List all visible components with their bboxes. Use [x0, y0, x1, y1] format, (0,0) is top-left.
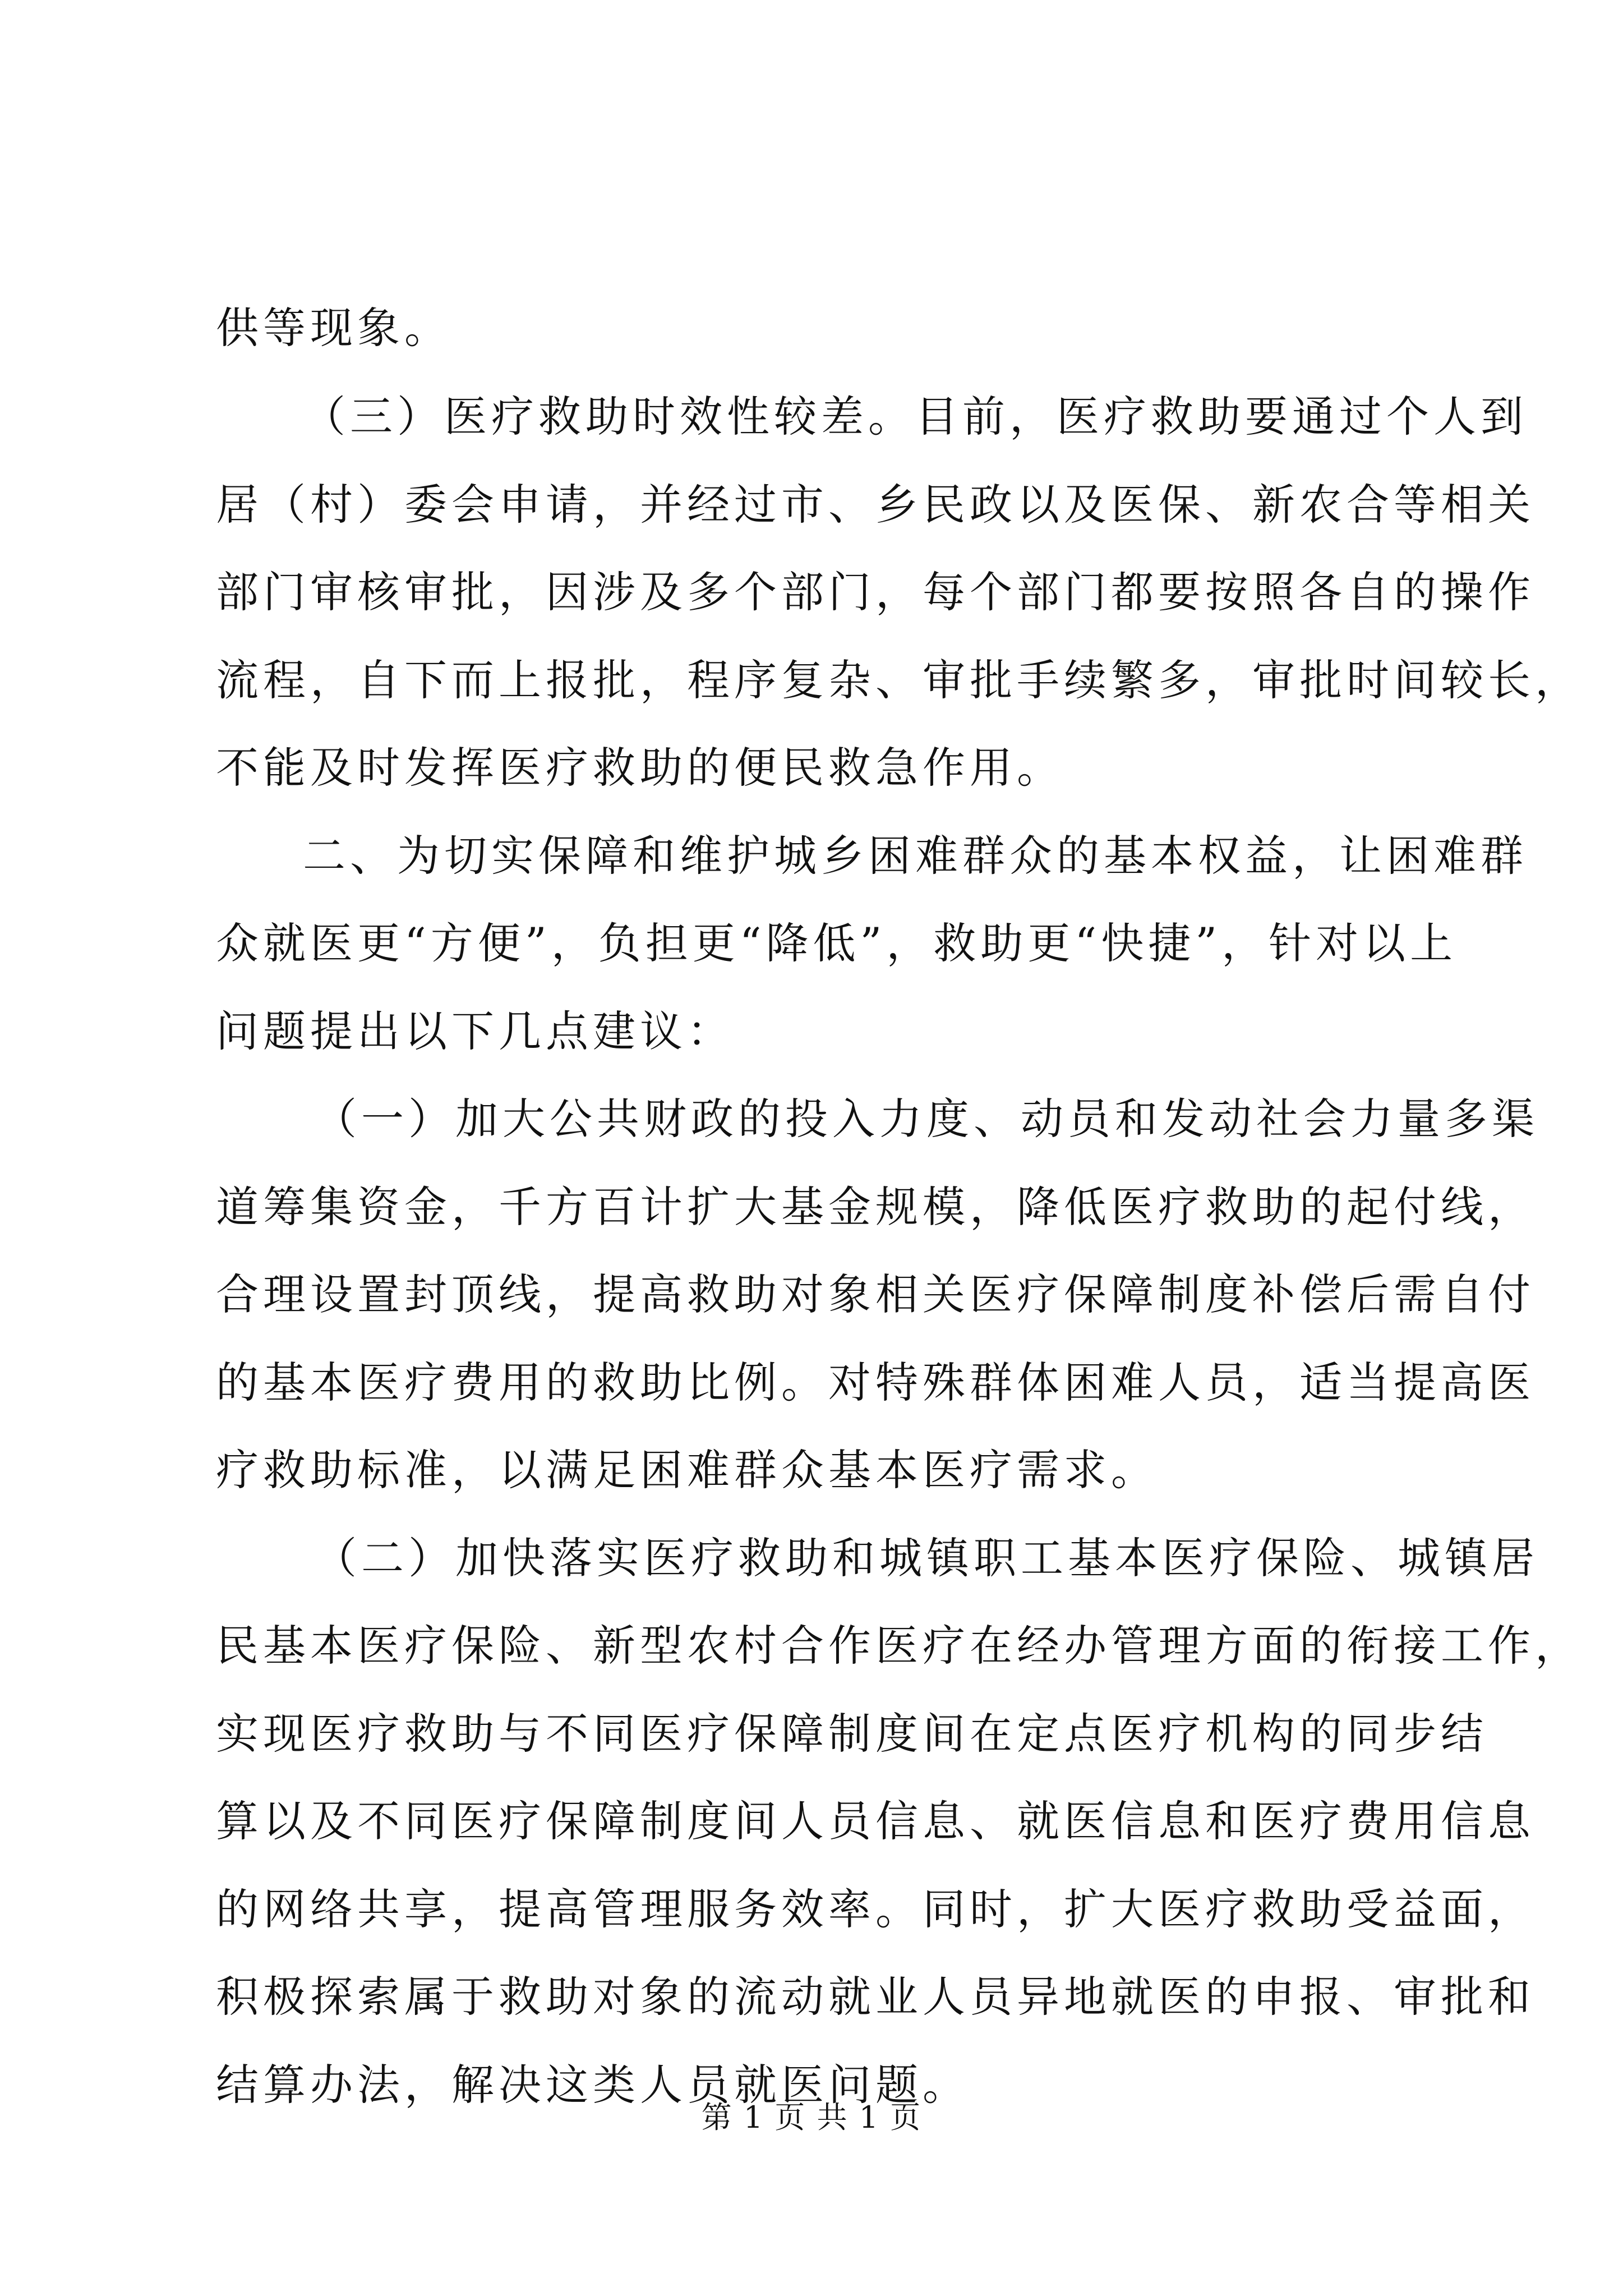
text-line: 供等现象。 — [216, 303, 451, 353]
text-line: 流程，自下而上报批，程序复杂、审批手续繁多，审批时间较长， — [216, 655, 1582, 705]
text-line: （二）加快落实医疗救助和城镇职工基本医疗保险、城镇居 — [314, 1533, 1539, 1583]
text-line: 合理设置封顶线，提高救助对象相关医疗保障制度补偿后需自付 — [216, 1269, 1535, 1319]
text-line: 积极探索属于救助对象的流动就业人员异地就医的申报、审批和 — [216, 1972, 1535, 2022]
text-line: 实现医疗救助与不同医疗保障制度间在定点医疗机构的同步结 — [216, 1709, 1488, 1759]
text-line: 不能及时发挥医疗救助的便民救急作用。 — [216, 743, 1064, 793]
text-line: 道筹集资金，千方百计扩大基金规模，降低医疗救助的起付线， — [216, 1182, 1535, 1232]
text-line: 算以及不同医疗保障制度间人员信息、就医信息和医疗费用信息 — [216, 1796, 1535, 1846]
text-line: 众就医更“方便”，负担更“降低”，救助更“快捷”，针对以上 — [216, 918, 1458, 968]
text-line: 居（村）委会申请，并经过市、乡民政以及医保、新农合等相关 — [216, 480, 1535, 530]
text-line: （三）医疗救助时效性较差。目前，医疗救助要通过个人到 — [303, 392, 1528, 441]
page-footer: 第 1 页 共 1 页 — [701, 2100, 922, 2135]
text-line: 部门审核审批，因涉及多个部门，每个部门都要按照各自的操作 — [216, 567, 1535, 617]
text-line: 结算办法，解决这类人员就医问题。 — [216, 2060, 970, 2110]
text-line: 二、为切实保障和维护城乡困难群众的基本权益，让困难群 — [303, 831, 1528, 881]
text-line: 的网络共享，提高管理服务效率。同时，扩大医疗救助受益面， — [216, 1884, 1535, 1934]
text-line: 的基本医疗费用的救助比例。对特殊群体困难人员，适当提高医 — [216, 1358, 1535, 1407]
text-line: 民基本医疗保险、新型农村合作医疗在经办管理方面的衔接工作， — [216, 1621, 1582, 1671]
text-line: （一）加大公共财政的投入力度、动员和发动社会力量多渠 — [314, 1094, 1539, 1144]
text-line: 疗救助标准，以满足困难群众基本医疗需求。 — [216, 1445, 1158, 1495]
text-line: 问题提出以下几点建议： — [216, 1006, 734, 1056]
